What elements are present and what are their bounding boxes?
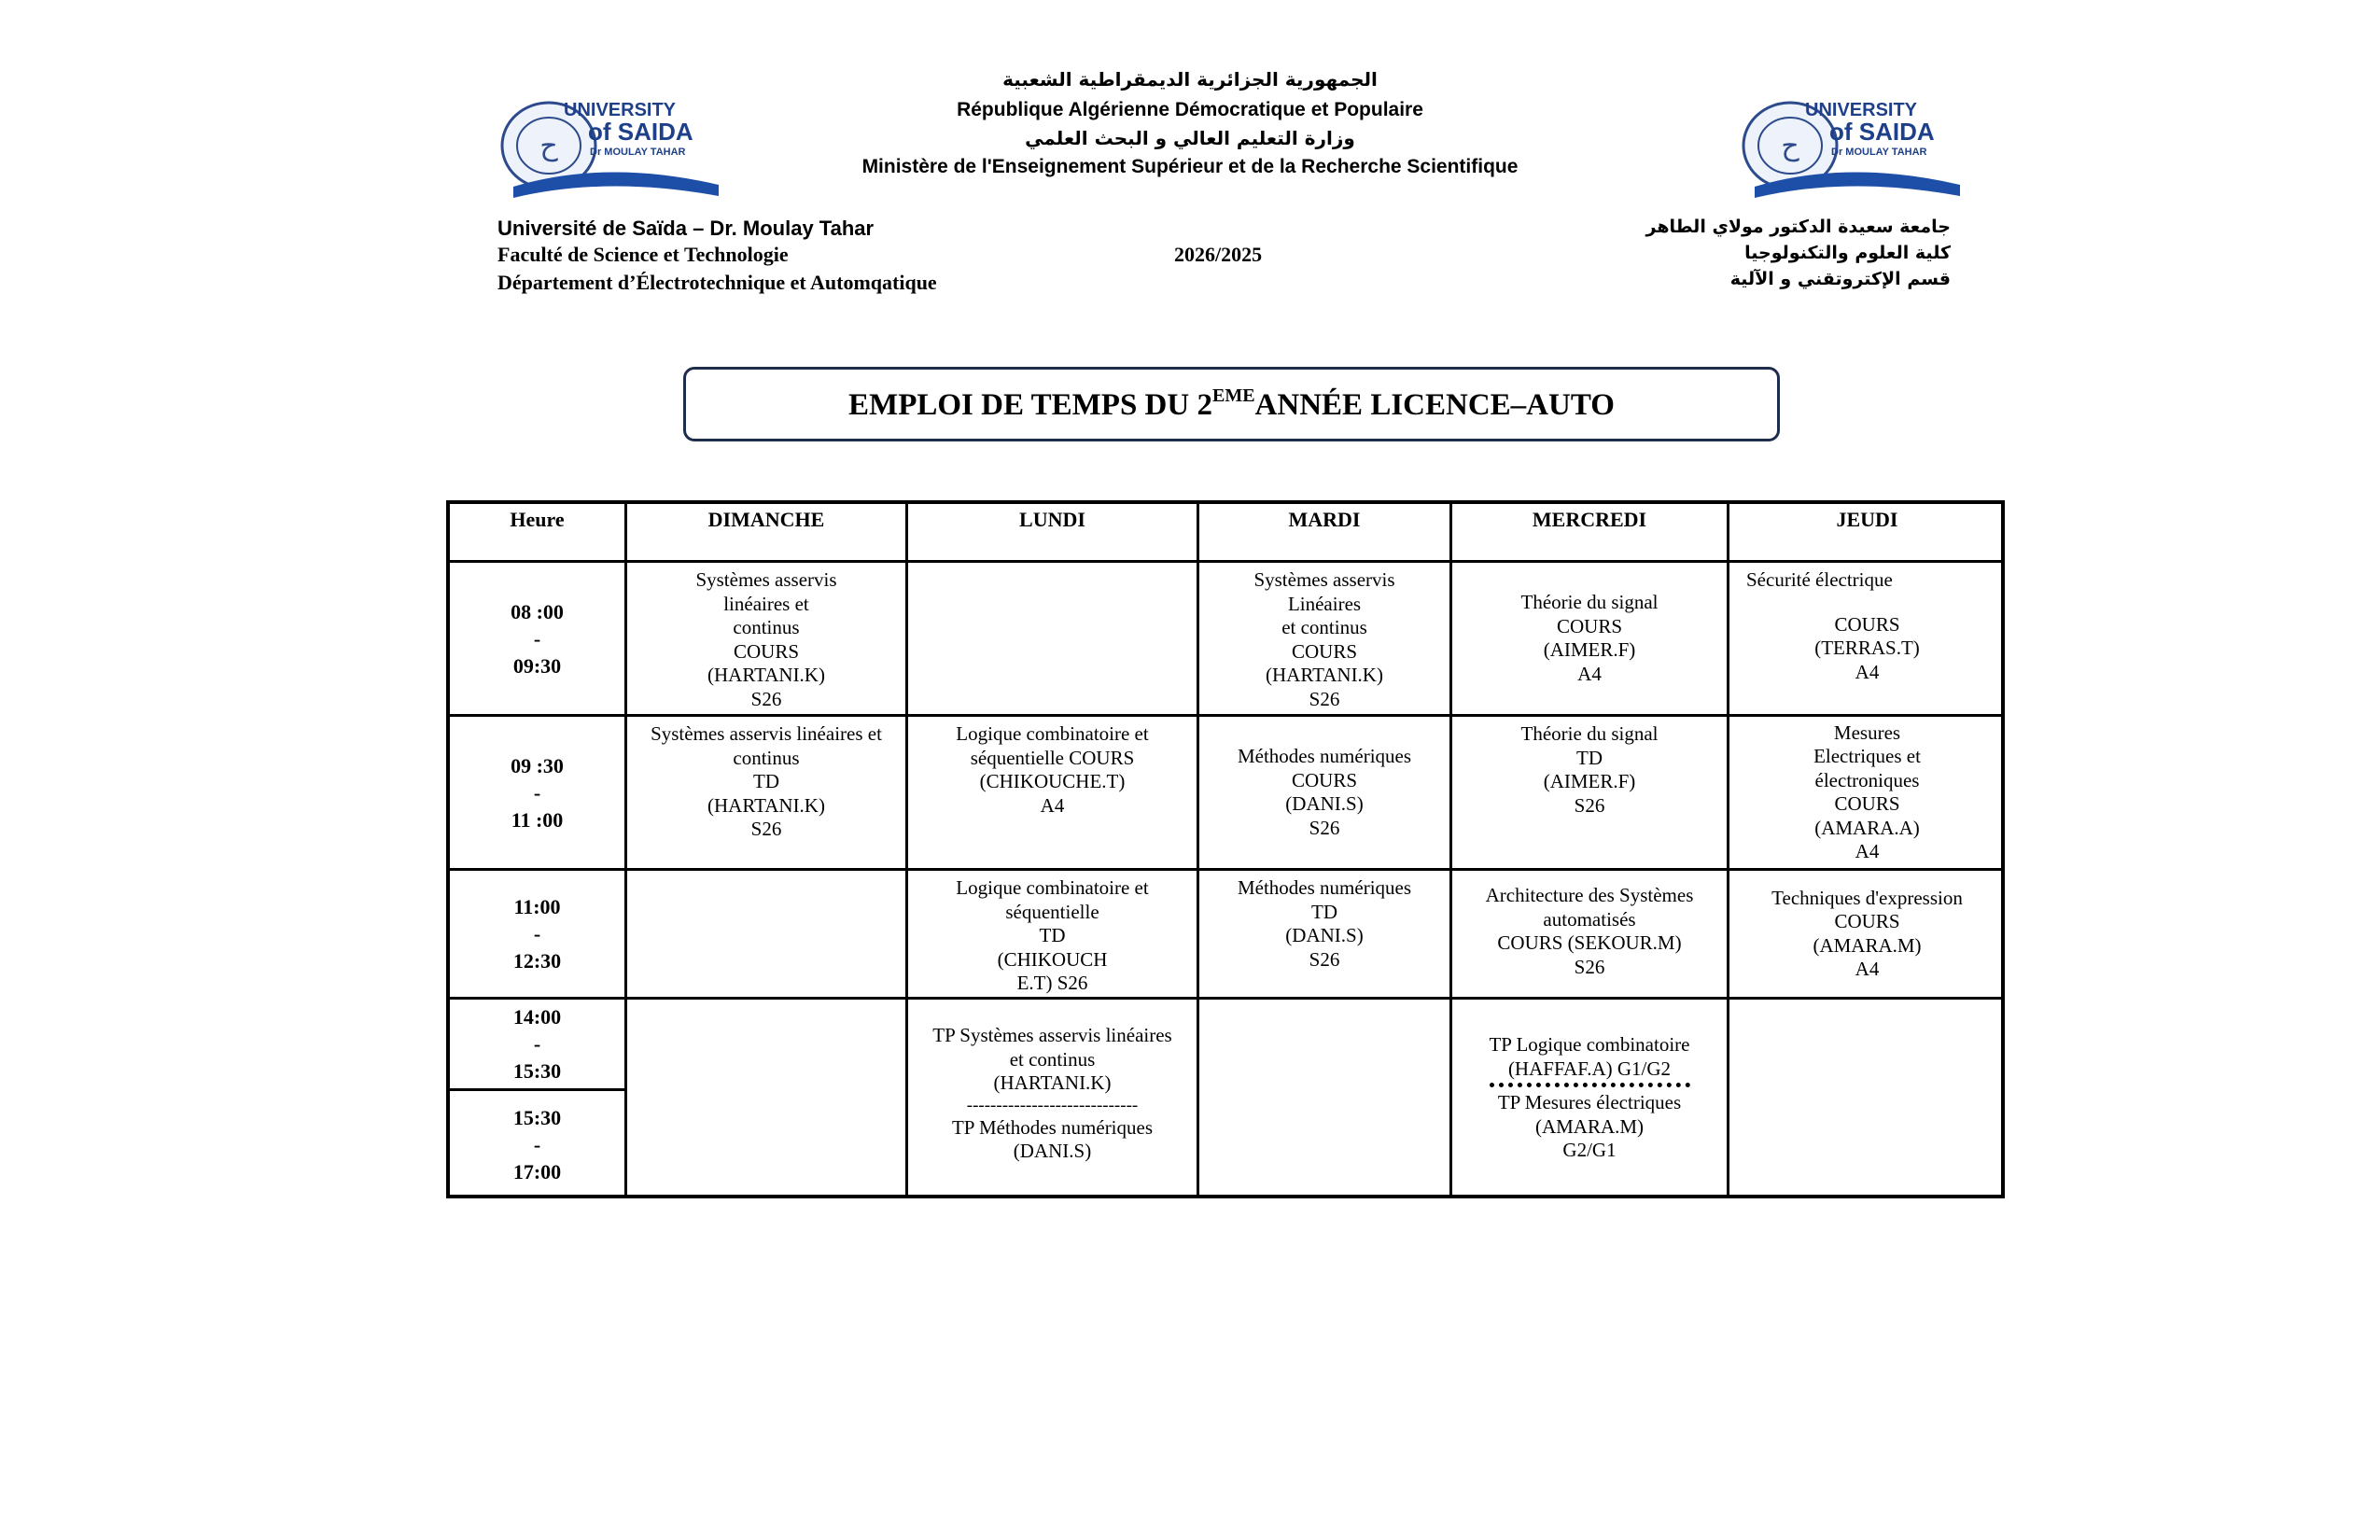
faculty-name: Faculté de Science et Technologie	[497, 243, 789, 266]
cell-dimanche-1: Systèmes asservis linéaires et continus COURS (HARTANI.K) S26	[695, 568, 837, 710]
arabic-university-name: جامعة سعيدة الدكتور مولاي الطاهر	[1645, 217, 1951, 237]
cell-jeudi-3: Techniques d'expression COURS (AMARA.M) A4	[1771, 886, 1963, 980]
header-dimanche: DIMANCHE	[707, 508, 825, 531]
cell-mercredi-1: Théorie du signal COURS (AIMER.F) A4	[1520, 591, 1659, 685]
svg-text:Dr MOULAY TAHAR: Dr MOULAY TAHAR	[590, 147, 686, 158]
academic-year: 2026/2025	[1174, 243, 1263, 266]
time-slot-1: 08 :00 - 09:30	[511, 599, 564, 678]
cell-jeudi-1: Sécurité électrique COURS (TERRAS.T) A4	[1746, 568, 1920, 683]
arabic-department-name: قسم الإكتروتقني و الآلية	[1729, 269, 1951, 289]
svg-text:of SAIDA: of SAIDA	[588, 118, 693, 146]
university-name: Université de Saïda – Dr. Moulay Tahar	[497, 217, 875, 240]
ministry-heading: Ministère de l'Enseignement Supérieur et de la Recherche Scientifique	[861, 156, 1519, 177]
time-slot-2: 09 :30 - 11 :00	[511, 753, 564, 832]
arabic-ministry-heading: وزارة التعليم العالي و البحث العلمي	[1025, 127, 1355, 149]
svg-text:ح: ح	[1781, 130, 1799, 162]
svg-text:UNIVERSITY: UNIVERSITY	[1805, 100, 1918, 120]
time-slot-5: 15:30 - 17:00	[512, 1106, 562, 1183]
university-logo-right	[1736, 93, 1969, 205]
cell-lundi-afternoon: TP Systèmes asservis linéaires et continus (HARTANI.K) ----------------------------- TP Méthodes numériques (DANI.S)	[932, 1024, 1172, 1162]
timetable	[446, 500, 2005, 1198]
svg-text:of SAIDA: of SAIDA	[1829, 118, 1935, 146]
header-heure: Heure	[510, 508, 565, 531]
cell-dimanche-2: Systèmes asservis linéaires et continus TD (HARTANI.K) S26	[651, 722, 882, 840]
arabic-republic-heading: الجمهورية الجزائرية الديمقراطية الشعبية	[1002, 68, 1378, 91]
header-mardi: MARDI	[1288, 508, 1361, 531]
svg-text:ح: ح	[539, 130, 558, 162]
department-name: Département d’Électrotechnique et Automqatique	[497, 271, 937, 294]
svg-text:UNIVERSITY: UNIVERSITY	[564, 100, 677, 120]
cell-mercredi-3: Architecture des Systèmes automatisés COURS (SEKOUR.M) S26	[1485, 884, 1694, 978]
header-mercredi: MERCREDI	[1532, 508, 1647, 531]
header-jeudi: JEUDI	[1836, 508, 1898, 531]
cell-lundi-2: Logique combinatoire et séquentielle COURS (CHIKOUCHE.T) A4	[956, 722, 1149, 817]
cell-mardi-1: Systèmes asservis Linéaires et continus COURS (HARTANI.K) S26	[1253, 568, 1395, 710]
university-logo-left	[495, 93, 728, 205]
cell-jeudi-2: Mesures Electriques et électroniques COURS (AMARA.A) A4	[1813, 721, 1921, 862]
time-slot-4: 14:00 - 15:30	[512, 1005, 562, 1083]
title-text: EMPLOI DE TEMPS DU 2EMEANNÉE LICENCE–AUTO	[848, 385, 1615, 422]
cell-mercredi-afternoon: TP Logique combinatoire (HAFFAF.A) G1/G2 TP Mesures électriques (AMARA.M) G2/G1	[1489, 1033, 1690, 1161]
dotted-separator	[1490, 1083, 1690, 1087]
arabic-faculty-name: كلية العلوم والتكنولوجيا	[1744, 243, 1951, 263]
republic-heading: République Algérienne Démocratique et Populaire	[957, 99, 1423, 120]
cell-mercredi-2: Théorie du signal TD (AIMER.F) S26	[1520, 722, 1659, 817]
session-separator: -----------------------------	[966, 1095, 1139, 1115]
cell-mardi-3: Méthodes numériques TD (DANI.S) S26	[1237, 876, 1412, 971]
schedule-title	[683, 367, 1780, 441]
time-slot-3: 11:00 - 12:30	[512, 895, 562, 973]
cell-mardi-2: Méthodes numériques COURS (DANI.S) S26	[1237, 745, 1412, 839]
header-lundi: LUNDI	[1019, 508, 1085, 531]
svg-text:Dr MOULAY TAHAR: Dr MOULAY TAHAR	[1831, 147, 1927, 158]
cell-lundi-3: Logique combinatoire et séquentielle TD (CHIKOUCH E.T) S26	[956, 876, 1149, 994]
